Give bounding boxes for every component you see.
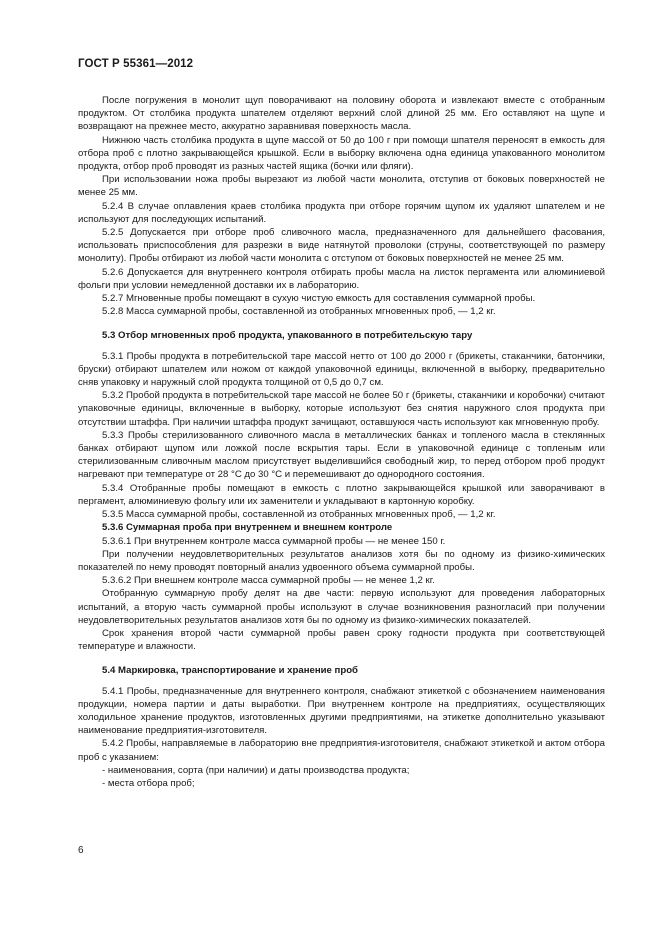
document-body	[78, 94, 605, 790]
paragraph: 5.2.5 Допускается при отборе проб сливочного масла, предназначенного для дальнейшего фасования, использовать приспособления для разрезки в виде натянутой проволоки (струны, соответствующей по размеру монолиту). Пробы отбирают из любой части монолита с отступом от боковых поверхностей не менее 25 мм.	[78, 227, 605, 265]
paragraph: Нижнюю часть столбика продукта в щупе массой от 50 до 100 г при помощи шпателя переносят в емкость для отбора проб с плотно закрывающейся крышкой. Если в выборку включена одна единица упакованного монолитом продукта, отбор проб проводят из разных частей ящика (бочки или фляги).	[78, 134, 605, 173]
paragraph: После погружения в монолит щуп поворачивают на половину оборота и извлекают вместе с отобранным продуктом. От столбика продукта шпателем отделяют верхний слой длиной 25 мм. Его оставляют на щупе и возвращают на прежнее место, аккуратно заравнивая поверхность масла.	[78, 95, 605, 133]
paragraph: Срок хранения второй части суммарной пробы равен сроку годности продукта при соответствующей температуре и влажности.	[78, 627, 605, 653]
paragraph: 5.3.3 Пробы стерилизованного сливочного масла в металлических банках и топленого масла в стеклянных банках отбирают щупом или ложкой после вскрытия тары. Если в упаковочной единице с топленым или стерилизованным сливочным маслом присутствует выделившийся свободный жир, то перед отбором проб продукт нагревают при температуре от 28 °C до 30 °C и перемешивают до однородного состояния.	[78, 429, 605, 481]
paragraph: 5.2.4 В случае оплавления краев столбика продукта при отборе горячим щупом их удаляют шпателем и не используют для последующих испытаний.	[78, 200, 605, 225]
paragraph: 5.2.6 Допускается для внутреннего контроля отбирать пробы масла на листок пергамента или алюминиевой фольги при условии немедленной доставки их в лабораторию.	[78, 266, 605, 291]
paragraph: 5.3.6.1 При внутреннем контроле масса суммарной пробы — не менее 150 г.	[102, 535, 446, 547]
paragraph: 5.4.2 Пробы, направляемые в лабораторию вне предприятия-изготовителя, снабжают этикеткой и актом отбора проб с указанием:	[78, 738, 605, 763]
paragraph: 5.2.7 Мгновенные пробы помещают в сухую чистую емкость для составления суммарной пробы.	[102, 293, 536, 305]
paragraph: При получении неудовлетворительных результатов анализов хотя бы по одному из физико-химических показателей по нему проводят повторный анализ удвоенного объема суммарной пробы.	[78, 548, 605, 573]
paragraph: 5.3.6.2 При внешнем контроле масса суммарной пробы — не менее 1,2 кг.	[102, 575, 435, 587]
paragraph: 5.3.4 Отобранные пробы помещают в емкость с плотно закрывающейся крышкой или заворачивают в пергамент, алюминиевую фольгу или их заменители и укладывают в картонную коробку.	[78, 482, 605, 507]
list-item: - места отбора проб;	[102, 777, 195, 789]
section-heading-5-3: 5.3 Отбор мгновенных проб продукта, упакованного в потребительскую тару	[102, 330, 473, 342]
standard-header: ГОСТ Р 55361—2012	[78, 58, 194, 70]
subsection-heading-5-3-6: 5.3.6 Суммарная проба при внутреннем и внешнем контроле	[102, 522, 393, 534]
section-heading-5-4: 5.4 Маркировка, транспортирование и хранение проб	[102, 665, 358, 677]
paragraph: Отобранную суммарную пробу делят на две части: первую используют для проведения лабораторных испытаний, а вторую часть суммарной пробы используют в случае возникновения разногласий при получении неудовлетворительных результатов анализов хотя бы по одному из физико-химических показателей.	[78, 588, 605, 626]
page-number: 6	[78, 845, 84, 856]
paragraph: 5.2.8 Масса суммарной пробы, составленной из отобранных мгновенных проб, — 1,2 кг.	[102, 306, 496, 318]
list-item: - наименования, сорта (при наличии) и даты производства продукта;	[102, 764, 410, 776]
paragraph: 5.3.5 Масса суммарной пробы, составленной из отобранных мгновенных проб, — 1,2 кг.	[102, 509, 496, 521]
paragraph: 5.3.1 Пробы продукта в потребительской таре массой нетто от 100 до 2000 г (брикеты, стаканчики, батончики, бруски) отбирают шпателем или ножом от каждой упаковочной единицы, включенной в выборку, предварительно сняв упаковку и наружный слой продукта толщиной от 0,5 до 0,7 см.	[78, 350, 605, 389]
paragraph: 5.3.2 Пробой продукта в потребительской таре массой не более 50 г (брикеты, стаканчики и коробочки) считают упаковочные единицы, включенные в выборку, которые используют без снятия наружного слоя продукта при отсутствии штаффа. При наличии штаффа продукт зачищают, оставшуюся часть используют как мгновенную пробу.	[78, 390, 605, 428]
paragraph: 5.4.1 Пробы, предназначенные для внутреннего контроля, снабжают этикеткой с обозначением наименования продукции, номера партии и даты выработки. При внутреннем контроле на предприятиях, осуществляющих холодильное хранение продуктов, изготовленных другими предприятиями, на этикетке дополнительно указывают наименование предприятия-изготовителя.	[78, 685, 605, 737]
paragraph: При использовании ножа пробы вырезают из любой части монолита, отступив от боковых поверхностей не менее 25 мм.	[78, 174, 605, 199]
